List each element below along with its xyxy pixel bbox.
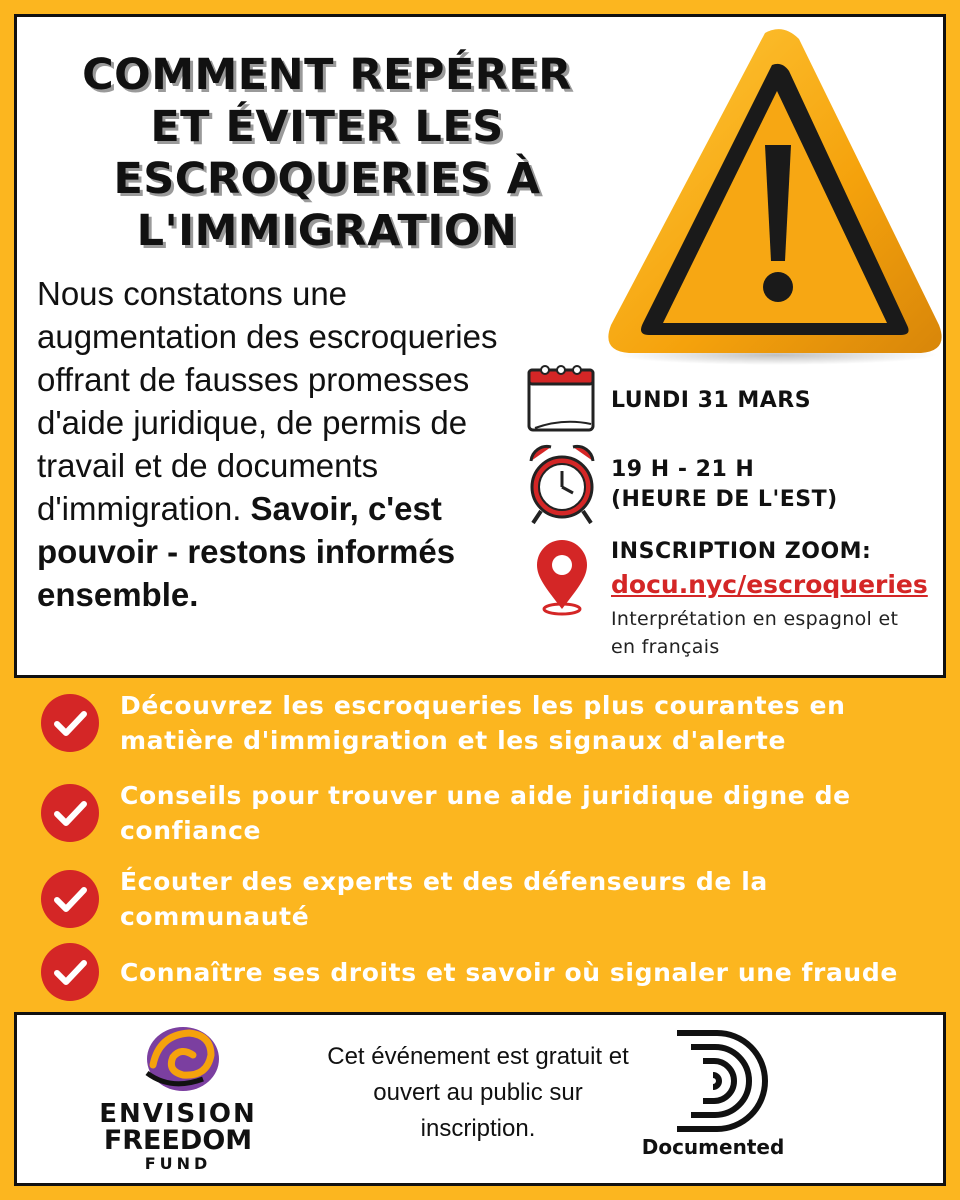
list-item [40,942,910,1002]
check-circle-icon [40,869,100,929]
list-item-text: Écouter des experts et des défenseurs de la communauté [120,867,768,931]
logo-line-1: ENVISION [99,1099,257,1129]
logo-line-2: FREEDOM [103,1125,253,1156]
check-circle-icon [40,783,100,843]
event-time: 19 H - 21 H [611,457,755,482]
title-line: COMMENT REPÉRER [82,50,572,100]
event-time-row [525,439,838,525]
interpretation-note: Interprétation en espagnol et en français [611,608,899,658]
list-item-text: Découvrez les escroqueries les plus courantes en matière d'immigration et les signaux d'alerte [120,691,846,755]
list-item-text: Connaître ses droits et savoir où signaler une fraude [120,957,898,987]
logo-line-3: FUND [144,1154,212,1173]
calendar-icon [525,362,599,434]
zoom-registration-link[interactable]: docu.nyc/escroqueries [611,570,928,599]
event-date-row [525,362,811,434]
intro-paragraph [37,272,517,616]
page-title [57,49,597,257]
event-date: LUNDI 31 MARS [611,388,812,413]
swirl-logo-icon [141,1021,221,1097]
list-item [40,778,910,848]
check-circle-icon [40,942,100,1002]
top-panel [14,14,946,678]
event-timezone: (HEURE DE L'EST) [611,487,838,512]
list-item-text: Conseils pour trouver une aide juridique digne de confiance [120,781,851,845]
list-item [40,688,910,758]
check-circle-icon [40,693,100,753]
title-line: ESCROQUERIES À [113,154,541,204]
warning-triangle-icon [587,25,946,365]
list-item [40,864,910,934]
sponsor-panel [14,1012,946,1186]
envision-freedom-fund-logo [25,1021,325,1181]
title-line: ET ÉVITER LES [150,102,504,152]
zoom-label: INSCRIPTION ZOOM: [611,539,872,564]
documented-logo-icon [669,1027,779,1137]
alarm-clock-icon [525,439,599,525]
free-event-note: Cet événement est gratuit et ouvert au public sur inscription. [327,1043,629,1142]
intro-bold-text: Savoir, c'est pouvoir - restons informés ensemble. [37,490,456,613]
location-pin-icon [525,537,599,617]
title-line: L'IMMIGRATION [136,206,518,256]
documented-logo-text: Documented [641,1135,785,1159]
intro-text: Nous constatons une augmentation des escroqueries offrant de fausses promesses d'aide juridique, de permis de travail et de documents d'immigration. [37,275,498,527]
event-zoom-row [525,537,928,661]
